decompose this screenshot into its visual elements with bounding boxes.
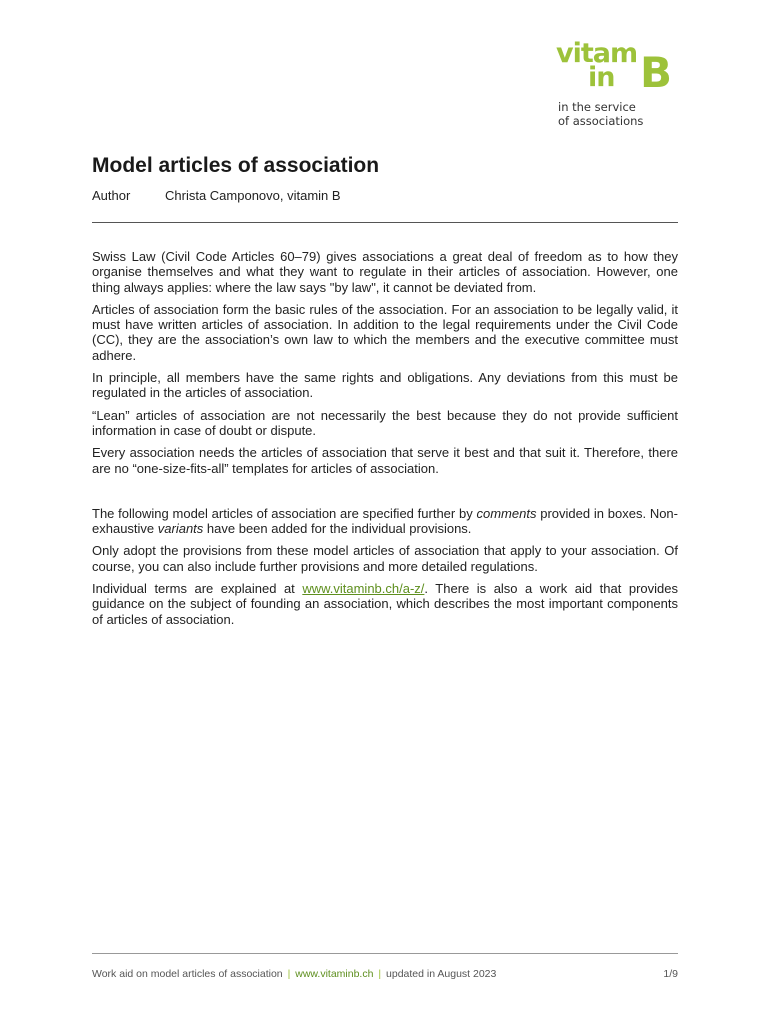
author-row [92, 188, 341, 203]
logo-letter-b: B [640, 48, 673, 97]
logo-tagline [558, 100, 643, 128]
paragraph-basic-rules: Articles of association form the basic rules of the association. For an association to be legally valid, it must have written articles of association. In addition to the legal requirements under the Civil Code (CC), they are the association’s own law to which the members and the executive committee must adhere. [92, 301, 678, 363]
footer-separator: | [378, 968, 382, 980]
header-divider [92, 222, 678, 223]
document-body [92, 249, 678, 634]
paragraph-adopt-provisions: Only adopt the provisions from these model articles of association that apply to your association. Of course, you can also include further provisions and more detailed regulations. [92, 543, 678, 574]
logo-word-vitam: vitam [556, 38, 638, 69]
paragraph-equal-rights: In principle, all members have the same rights and obligations. Any deviations from this must be regulated in the articles of association. [92, 370, 678, 401]
footer-divider [92, 953, 678, 954]
emphasis-variants: variants [157, 521, 204, 537]
page-footer [92, 968, 678, 980]
page-number: 1/9 [663, 968, 678, 980]
vitamin-b-logo [556, 38, 680, 128]
footer-website-link[interactable]: www.vitaminb.ch [295, 968, 374, 980]
footer-separator: | [287, 968, 291, 980]
author-value: Christa Camponovo, vitamin B [165, 188, 341, 203]
author-label: Author [92, 188, 131, 203]
paragraph-swiss-law: Swiss Law (Civil Code Articles 60–79) gives associations a great deal of freedom as to how they organise themselves and what they want to regulate in their articles of association. However, one thing always applies: where the law says "by law", it cannot be deviated from. [92, 249, 678, 295]
logo-tagline-line1: in the service [558, 100, 636, 114]
footer-updated: updated in August 2023 [386, 968, 497, 980]
paragraph-individual-terms: Individual terms are explained at www.vitaminb.ch/a-z/. There is also a work aid that provides guidance on the subject of founding an association, which describes the most important components of articles of association. [92, 581, 678, 627]
emphasis-comments: comments [476, 505, 537, 521]
paragraph-lean-articles: “Lean” articles of association are not necessarily the best because they do not provide sufficient information in case of doubt or dispute. [92, 407, 678, 438]
logo-word-in: in [588, 62, 615, 93]
document-title: Model articles of association [92, 154, 380, 177]
footer-doc-name: Work aid on model articles of association [92, 968, 283, 980]
logo-tagline-line2: of associations [558, 114, 644, 128]
vitaminb-a-z-link[interactable]: www.vitaminb.ch/a-z/ [302, 581, 425, 597]
paragraph-comments-variants: The following model articles of association are specified further by comments provided in boxes. Non-exhaustive variants have been added for the individual provisions. [92, 505, 678, 537]
paragraph-no-template: Every association needs the articles of association that serve it best and that suit it. Therefore, there are no “one-size-fits-all” templates for articles of association. [92, 445, 678, 476]
